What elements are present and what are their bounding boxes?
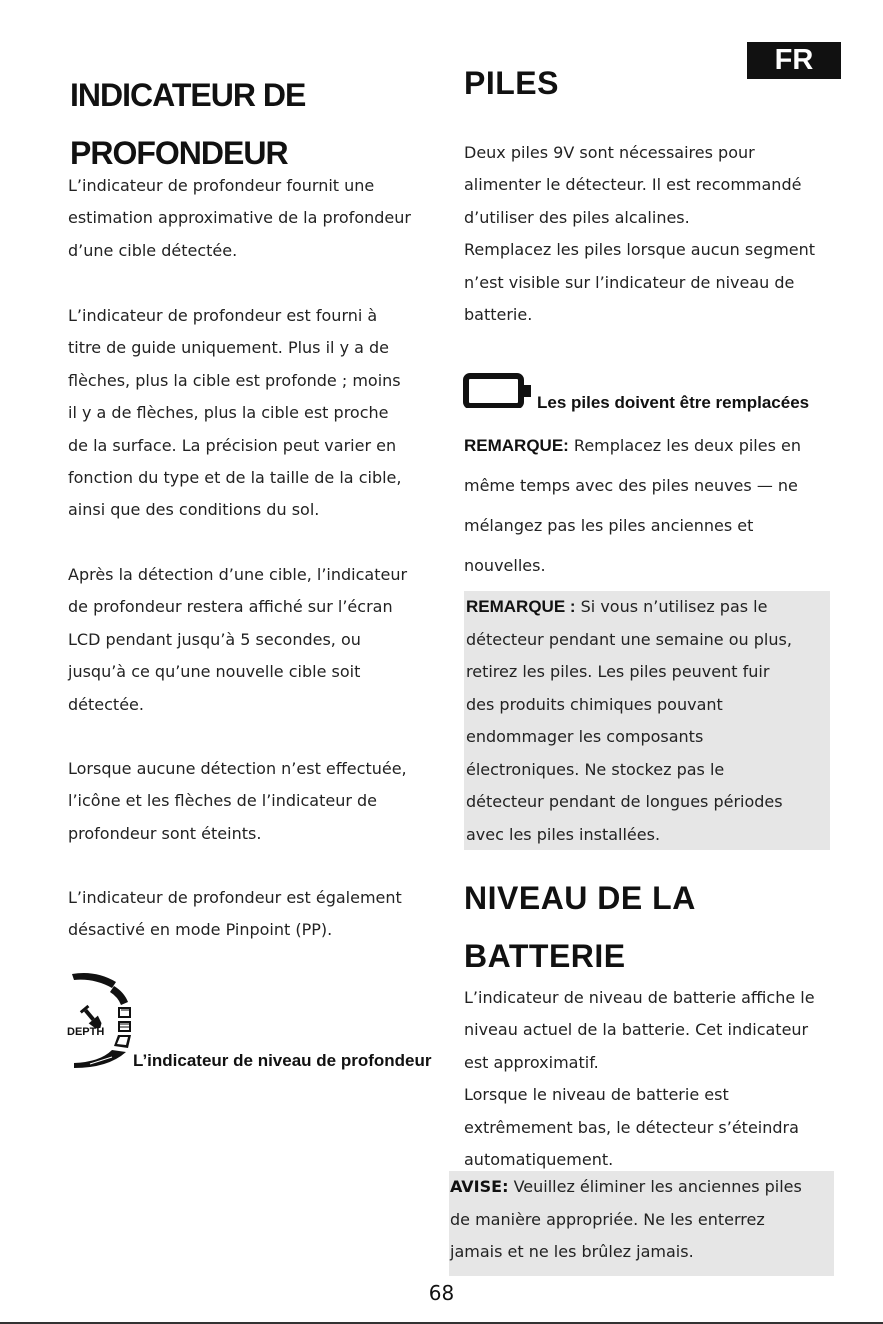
heading-line: BATTERIE: [464, 938, 626, 974]
text-line: profondeur sont éteints.: [68, 823, 262, 843]
text-line: des produits chimiques pouvant: [466, 694, 723, 714]
text-line: de profondeur restera affiché sur l’écran: [68, 597, 393, 617]
heading-line: INDICATEUR DE: [70, 77, 306, 113]
text-line: Remplacez les piles lorsque aucun segment: [464, 240, 816, 260]
remark-label: REMARQUE :: [466, 597, 576, 616]
battery-level-paragraph: [464, 982, 864, 1176]
text-line: Veuillez éliminer les anciennes piles: [508, 1177, 802, 1196]
text-line: mélangez pas les piles anciennes et: [464, 516, 754, 535]
depth-paragraph-5: [68, 882, 442, 947]
text-line: détecteur pendant de longues périodes: [466, 792, 783, 811]
text-line: n’est visible sur l’indicateur de niveau de: [464, 272, 795, 292]
text-line: jamais et ne les brûlez jamais.: [450, 1242, 694, 1261]
heading-line: NIVEAU DE LA: [464, 880, 696, 916]
depth-paragraph-2: [68, 300, 442, 527]
text-line: est approximatif.: [464, 1052, 599, 1072]
remark-same-batteries: [464, 426, 844, 586]
text-line: automatiquement.: [464, 1150, 614, 1170]
empty-battery-icon: [463, 372, 533, 408]
depth-paragraph-3: [68, 559, 442, 721]
text-line: Remplacez les deux piles en: [568, 436, 801, 455]
text-line: [464, 426, 844, 466]
text-line: jusqu’à ce qu’une nouvelle cible soit: [68, 662, 361, 682]
text-line: [450, 1171, 834, 1204]
text-line: détectée.: [68, 694, 144, 714]
batteries-heading: PILES: [464, 65, 559, 101]
text-line: d’une cible détectée.: [68, 240, 238, 260]
disposal-notice-box: [449, 1171, 834, 1276]
text-line: L’indicateur de profondeur est fourni à: [68, 306, 378, 325]
batteries-paragraph: [464, 137, 844, 331]
battery-icon-caption: Les piles doivent être remplacées: [537, 393, 810, 412]
text-line: niveau actuel de la batterie. Cet indicateur: [464, 1020, 809, 1040]
notice-label: AVISE:: [450, 1177, 509, 1196]
language-badge: FR: [747, 42, 841, 79]
text-line: L’indicateur de profondeur est également: [68, 888, 402, 907]
text-line: Si vous n’utilisez pas le: [575, 597, 768, 616]
text-line: l’icône et les flèches de l’indicateur de: [68, 791, 377, 811]
text-line: retirez les piles. Les piles peuvent fuir: [466, 662, 770, 681]
text-line: endommager les composants: [466, 727, 704, 746]
depth-paragraph-4: [68, 753, 442, 850]
text-line: flèches, plus la cible est profonde ; moins: [68, 370, 401, 390]
page-number: 68: [428, 1281, 455, 1305]
text-line: nouvelles.: [464, 556, 546, 575]
text-line: [466, 591, 830, 624]
text-line: titre de guide uniquement. Plus il y a de: [68, 338, 390, 358]
text-line: il y a de flèches, plus la cible est proche: [68, 403, 389, 423]
text-line: estimation approximative de la profondeur: [68, 208, 411, 228]
text-line: Lorsque le niveau de batterie est: [464, 1085, 729, 1105]
depth-icon-caption: L’indicateur de niveau de profondeur: [133, 1051, 432, 1070]
text-line: de manière appropriée. Ne les enterrez: [450, 1209, 765, 1229]
depth-indicator-icon: [66, 970, 138, 1072]
text-line: fonction du type et de la taille de la cible,: [68, 468, 402, 488]
text-line: alimenter le détecteur. Il est recommandé: [464, 175, 802, 195]
text-line: extrêmement bas, le détecteur s’éteindra: [464, 1117, 799, 1137]
text-line: électroniques. Ne stockez pas le: [466, 759, 725, 779]
depth-paragraph-1: [68, 170, 442, 267]
text-line: d’utiliser des piles alcalines.: [464, 207, 690, 227]
remark-storage-box: [464, 591, 830, 850]
text-line: même temps avec des piles neuves — ne: [464, 476, 798, 495]
text-line: de la surface. La précision peut varier en: [68, 435, 397, 455]
text-line: batterie.: [464, 305, 533, 325]
text-line: L’indicateur de niveau de batterie affiche le: [464, 988, 815, 1007]
text-line: Deux piles 9V sont nécessaires pour: [464, 143, 755, 162]
text-line: détecteur pendant une semaine ou plus,: [466, 629, 792, 649]
remark-label: REMARQUE:: [464, 436, 569, 455]
text-line: Lorsque aucune détection n’est effectuée,: [68, 759, 407, 778]
depth-indicator-heading: [70, 66, 305, 182]
text-line: ainsi que des conditions du sol.: [68, 500, 320, 520]
text-line: avec les piles installées.: [466, 824, 661, 844]
depth-icon-label: DEPTH: [67, 1026, 105, 1038]
text-line: Après la détection d’une cible, l’indicateur: [68, 565, 408, 584]
text-line: L’indicateur de profondeur fournit une: [68, 176, 375, 195]
text-line: LCD pendant jusqu’à 5 secondes, ou: [68, 629, 361, 649]
battery-level-heading: [464, 869, 696, 985]
heading-line: PROFONDEUR: [70, 135, 288, 171]
text-line: désactivé en mode Pinpoint (PP).: [68, 920, 333, 940]
